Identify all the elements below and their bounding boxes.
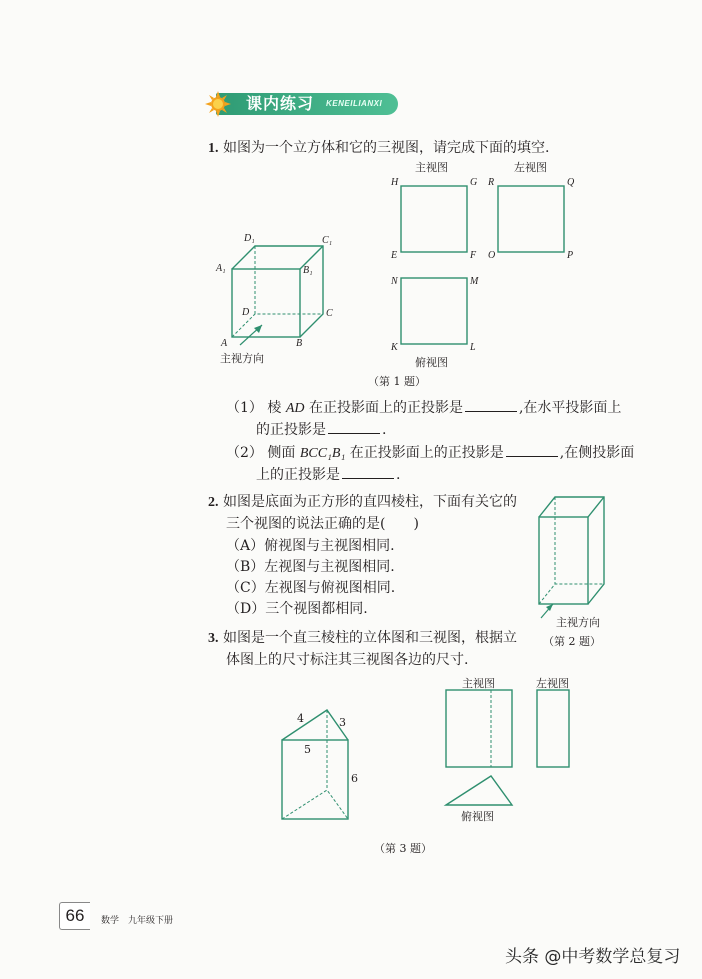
dim-6: 6 — [351, 772, 358, 785]
q2-number: 2. — [208, 495, 219, 510]
q3-side-view — [537, 690, 569, 767]
label-k: K — [391, 342, 398, 353]
q3-top-title: 俯视图 — [461, 810, 494, 823]
label-b1: B₁ — [303, 265, 313, 276]
dim-4: 4 — [297, 712, 304, 725]
q2-option-c[interactable]: （C）左视图与俯视图相同. — [226, 580, 396, 596]
answer-blank[interactable] — [465, 399, 517, 412]
q1-sub1-line1 — [226, 398, 621, 419]
watermark: 头条 @中考数学总复习 — [505, 947, 681, 967]
q1-prompt: 如图为一个立方体和它的三视图，请完成下面的填空. — [222, 140, 550, 156]
label-c: C — [326, 308, 333, 319]
q2-direction-label: 主视方向 — [556, 616, 600, 629]
q1-sub2-b: 在正投影面上的正投影是 — [349, 445, 504, 461]
q1-sub1-d: 的正投影是 — [256, 422, 326, 438]
q2-option-b[interactable]: （B）左视图与主视图相同. — [226, 559, 395, 575]
q1-sub1-var: AD — [285, 401, 305, 416]
q1-sub1-line2: 的正投影是 . — [256, 422, 387, 438]
label-l: L — [470, 342, 476, 353]
label-g: G — [470, 177, 478, 188]
q1-side-view — [498, 186, 564, 252]
book-title: 数学 九年级下册 — [101, 916, 174, 926]
q3-number: 3. — [208, 631, 219, 646]
answer-blank[interactable] — [506, 444, 558, 457]
label-c1: C₁ — [322, 235, 333, 246]
q1-sub1-c: ,在水平投影面上 — [518, 400, 622, 416]
q2-text-1: 如图是底面为正方形的直四棱柱，下面有关它的 — [222, 494, 517, 510]
label-q: Q — [567, 177, 575, 188]
q1-direction-label: 主视方向 — [220, 352, 264, 365]
q3-line1 — [208, 628, 517, 649]
q2-line1 — [208, 492, 517, 513]
q3-text-1: 如图是一个直三棱柱的立体图和三视图，根据立 — [222, 630, 517, 646]
q3-text-2: 体图上的尺寸标注其三视图各边的尺寸. — [226, 652, 469, 668]
label-d1: D₁ — [244, 233, 255, 244]
prism-figure — [539, 497, 604, 618]
q1-sub2-d: 上的正投影是 — [256, 467, 340, 483]
cube-figure — [232, 246, 323, 345]
q3-top-view — [446, 776, 512, 805]
q1-sub2-line1 — [226, 443, 634, 464]
label-e: E — [391, 250, 398, 261]
q1-sub1-a: 棱 — [267, 400, 282, 416]
label-d: D — [242, 307, 250, 318]
label-r: R — [488, 177, 495, 188]
q1-sub1-number: （1） — [226, 400, 263, 416]
label-p: P — [567, 250, 574, 261]
q3-front-view — [446, 690, 512, 767]
label-b: B — [296, 338, 303, 349]
q3-front-title: 主视图 — [462, 677, 495, 690]
q1-sub2-var: BCC₁B₁ — [299, 446, 346, 461]
q3-side-title: 左视图 — [536, 677, 569, 690]
page-number: 66 — [59, 902, 90, 930]
q2-caption: （第 2 题） — [543, 635, 601, 648]
dim-5: 5 — [304, 743, 311, 756]
answer-blank[interactable] — [328, 421, 380, 434]
label-f: F — [470, 250, 477, 261]
q1-sub2-c: ,在侧投影面 — [559, 445, 635, 461]
q2-option-d[interactable]: （D）三个视图都相同. — [226, 601, 368, 617]
q1-side-title: 左视图 — [514, 161, 547, 174]
q3-caption: （第 3 题） — [374, 842, 432, 855]
q1-sub1-b: 在正投影面上的正投影是 — [308, 400, 463, 416]
label-a: A — [221, 338, 228, 349]
q1-caption: （第 1 题） — [368, 375, 426, 388]
q2-option-a[interactable]: （A）俯视图与主视图相同. — [226, 538, 395, 554]
label-o: O — [488, 250, 496, 261]
q1-front-view — [401, 186, 467, 252]
section-title: 课内练习 — [246, 94, 315, 113]
q1-sub2-a: 侧面 — [267, 445, 296, 461]
q1-front-title: 主视图 — [415, 161, 448, 174]
dim-3: 3 — [339, 716, 346, 729]
section-subtitle: KENEILIANXI — [326, 99, 383, 108]
label-h: H — [391, 177, 399, 188]
label-a1: A₁ — [216, 263, 226, 274]
label-m: M — [470, 276, 479, 287]
q1-sub2-line2: 上的正投影是 . — [256, 467, 401, 483]
q1-sub2-number: （2） — [226, 445, 263, 461]
q1-top-title: 俯视图 — [415, 356, 448, 369]
answer-blank[interactable] — [342, 466, 394, 479]
q1-number: 1. — [208, 141, 219, 156]
q2-text-2: 三个视图的说法正确的是( ) — [226, 516, 419, 532]
q1-top-view — [401, 278, 467, 344]
label-n: N — [391, 276, 398, 287]
